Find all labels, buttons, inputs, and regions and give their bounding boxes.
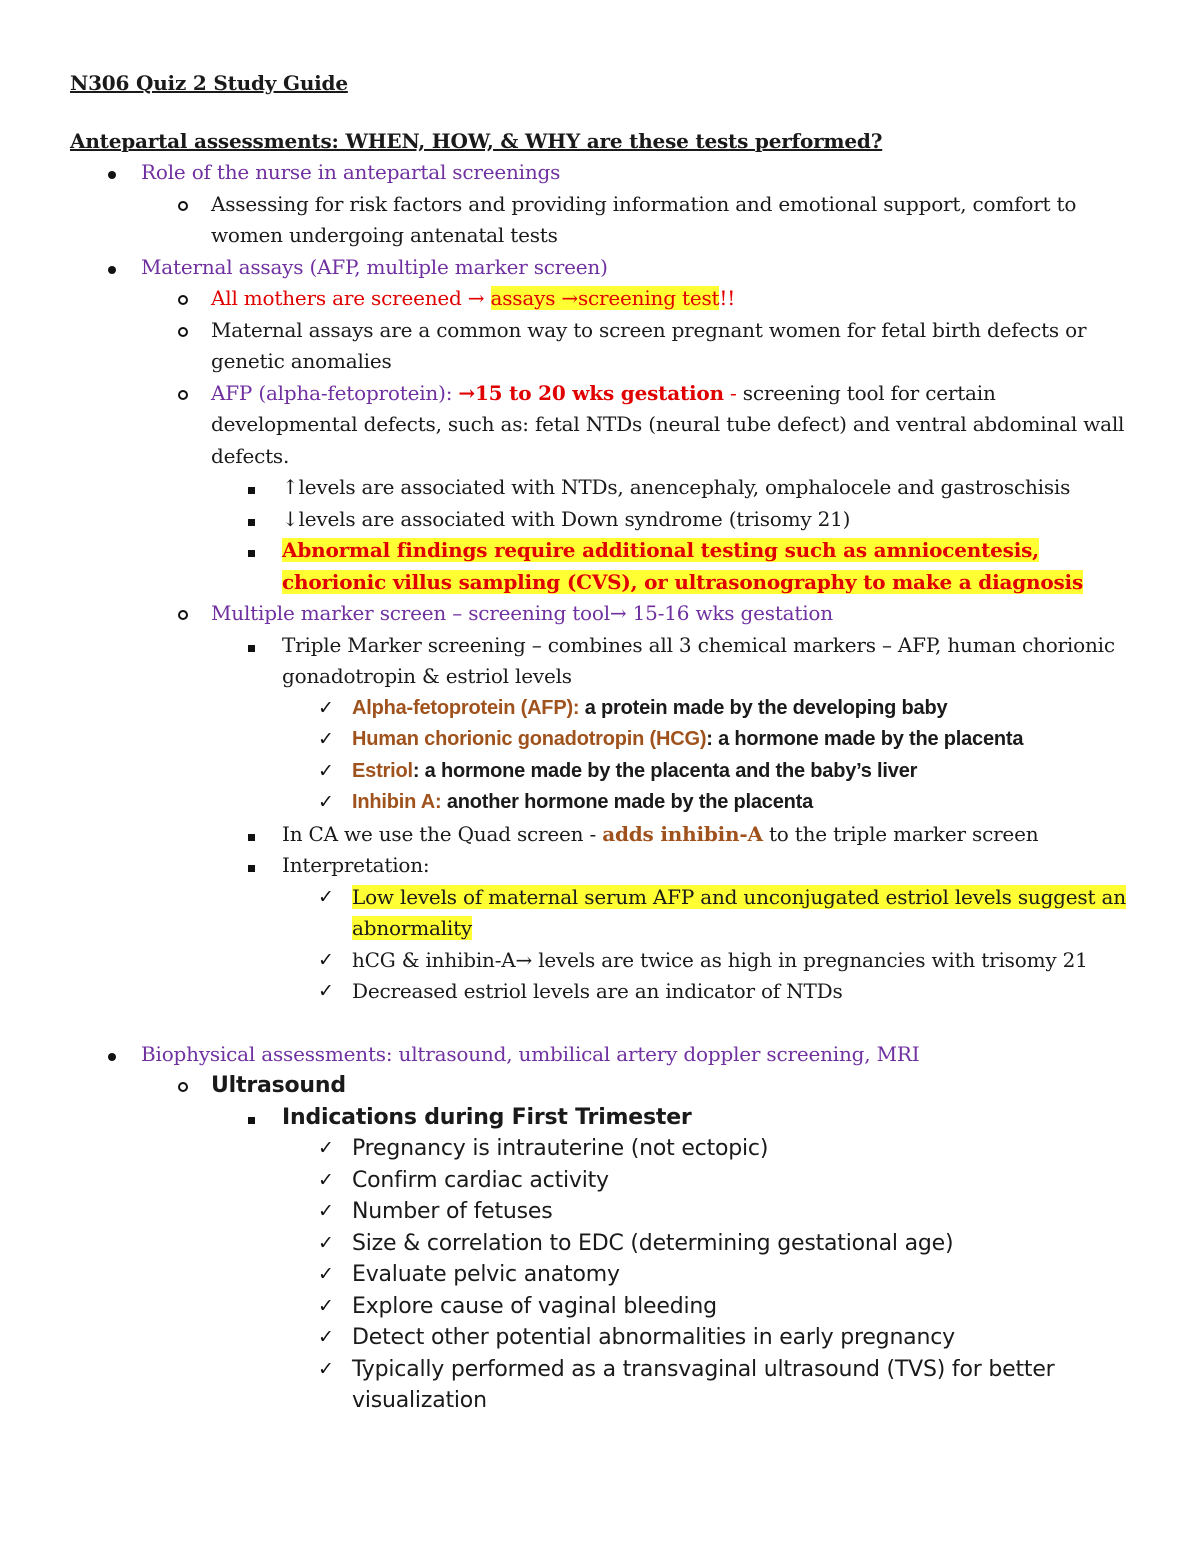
- indication-text: Detect other potential abnormalities in early pregnancy: [352, 1325, 955, 1350]
- exclaim-text: !!: [719, 286, 736, 310]
- checkmark-icon: ✓: [318, 1168, 334, 1191]
- afp-dash: -: [723, 380, 743, 405]
- checkmark-icon: ✓: [318, 1231, 334, 1254]
- checkmark-icon: ✓: [318, 980, 334, 1002]
- checkmark-icon: ✓: [318, 696, 334, 719]
- checkmark-icon: ✓: [318, 1200, 334, 1222]
- marker-term: Human chorionic gonadotropin (HCG): [352, 728, 707, 750]
- list-item: [70, 598, 1140, 630]
- first-trimester-heading: Indications during First Trimester: [282, 1104, 692, 1130]
- list-item: [70, 535, 1140, 598]
- multiple-heading: Multiple marker screen – screening tool→ 15-16 wks gestation: [211, 601, 833, 625]
- checkmark-icon: ✓: [318, 1326, 334, 1348]
- triple-marker-text: Triple Marker screening – combines all 3 chemical markers – AFP, human chorionic gonadotropin & estriol levels: [282, 632, 1115, 688]
- circle-bullet-icon: [178, 1070, 188, 1102]
- circle-bullet-icon: [178, 378, 188, 410]
- maternal-heading: Maternal assays (AFP, multiple marker screen): [141, 254, 608, 279]
- interp-hcg-text: hCG & inhibin-A→ levels are twice as high in pregnancies with trisomy 21: [352, 947, 1088, 972]
- down-levels-text: ↓levels are associated with Down syndrome (trisomy 21): [282, 506, 851, 531]
- list-item: [70, 1165, 1140, 1197]
- marker-desc: : a hormone made by the placenta: [706, 728, 1024, 750]
- list-item: [70, 630, 1140, 693]
- interp-decreased-text: Decreased estriol levels are an indicator of NTDs: [352, 979, 843, 1003]
- checkmark-icon: ✓: [318, 728, 334, 750]
- indication-text: Pregnancy is intrauterine (not ectopic): [352, 1136, 769, 1161]
- list-item: [70, 252, 1140, 284]
- checkmark-icon: ✓: [318, 1137, 334, 1159]
- list-item: [70, 1039, 1140, 1071]
- bullet-icon: [108, 157, 116, 189]
- quad-pre: In CA we use the Quad screen -: [282, 821, 603, 846]
- indication-text: Typically performed as a transvaginal ultrasound (TVS) for better visualization: [352, 1356, 1055, 1413]
- indication-text: Number of fetuses: [352, 1199, 553, 1224]
- square-bullet-icon: [248, 850, 255, 882]
- list-item: [70, 1291, 1140, 1323]
- list-item: [70, 976, 1140, 1008]
- checkmark-icon: ✓: [318, 759, 334, 782]
- list-item: [70, 850, 1140, 882]
- indication-text: Confirm cardiac activity: [352, 1167, 609, 1193]
- indication-text: Size & correlation to EDC (determining gestational age): [352, 1230, 954, 1256]
- marker-term: Estriol: [352, 759, 413, 782]
- list-item: [70, 1070, 1140, 1102]
- list-item: [70, 1133, 1140, 1165]
- checkmark-icon: ✓: [318, 1294, 334, 1317]
- list-item: [70, 756, 1140, 788]
- list-item: [70, 1102, 1140, 1134]
- list-item: [70, 504, 1140, 536]
- square-bullet-icon: [248, 472, 255, 504]
- list-item: [70, 315, 1140, 378]
- checkmark-icon: ✓: [318, 1357, 334, 1380]
- checkmark-icon: ✓: [318, 885, 334, 908]
- list-item: [70, 1228, 1140, 1260]
- interp-low-text: Low levels of maternal serum AFP and unconjugated estriol levels suggest an abnormality: [352, 884, 1126, 940]
- quad-bold: adds inhibin-A: [602, 821, 763, 846]
- square-bullet-icon: [248, 630, 255, 662]
- list-item: [70, 472, 1140, 504]
- section-heading: Antepartal assessments: WHEN, HOW, & WHY are these tests performed?: [70, 128, 883, 153]
- marker-term: Inhibin A:: [352, 791, 442, 813]
- afp-weeks: →15 to 20 wks gestation: [458, 380, 724, 405]
- marker-desc: : a hormone made by the placenta and the baby’s liver: [412, 759, 918, 782]
- afp-desc: screening tool for certain developmental defects, such as: fetal NTDs (neural tube defect) and ventral abdominal wall defects.: [211, 380, 1125, 468]
- list-item: [70, 787, 1140, 819]
- marker-desc: another hormone made by the placenta: [441, 791, 814, 813]
- document-title: N306 Quiz 2 Study Guide: [70, 71, 348, 95]
- bullet-icon: [108, 252, 116, 284]
- list-item: [70, 724, 1140, 756]
- circle-bullet-icon: [178, 598, 188, 630]
- role-text: Assessing for risk factors and providing information and emotional support, comfort to women undergoing antenatal tests: [211, 191, 1077, 247]
- checkmark-icon: ✓: [318, 948, 334, 971]
- checkmark-icon: ✓: [318, 1263, 334, 1285]
- list-item: [70, 1354, 1140, 1417]
- list-item: [70, 1196, 1140, 1228]
- afp-label: AFP (alpha-fetoprotein):: [211, 380, 459, 405]
- square-bullet-icon: [248, 504, 255, 536]
- list-item: [70, 693, 1140, 725]
- list-item: [70, 945, 1140, 977]
- quad-post: to the triple marker screen: [762, 821, 1039, 846]
- up-levels-text: ↑levels are associated with NTDs, anencephaly, omphalocele and gastroschisis: [282, 475, 1071, 499]
- list-item: [70, 1322, 1140, 1354]
- square-bullet-icon: [248, 1102, 255, 1134]
- role-heading: Role of the nurse in antepartal screenings: [141, 160, 561, 184]
- circle-bullet-icon: [178, 315, 188, 347]
- interpretation-label: Interpretation:: [282, 853, 430, 877]
- list-item: [70, 157, 1140, 189]
- maternal-common-text: Maternal assays are a common way to screen pregnant women for fetal birth defects or genetic anomalies: [211, 317, 1087, 373]
- circle-bullet-icon: [178, 283, 188, 315]
- checkmark-icon: ✓: [318, 791, 334, 813]
- indication-text: Explore cause of vaginal bleeding: [352, 1293, 717, 1319]
- list-item: [70, 819, 1140, 851]
- square-bullet-icon: [248, 819, 255, 851]
- list-item: [70, 378, 1140, 473]
- list-item: [70, 882, 1140, 945]
- assays-highlight: assays →screening test: [490, 286, 720, 310]
- ultrasound-heading: Ultrasound: [211, 1073, 346, 1098]
- circle-bullet-icon: [178, 189, 188, 221]
- list-item: [70, 283, 1140, 315]
- all-mothers-text: All mothers are screened →: [211, 286, 491, 310]
- list-item: [70, 189, 1140, 252]
- marker-term: Alpha-fetoprotein (AFP):: [352, 696, 580, 719]
- square-bullet-icon: [248, 535, 255, 567]
- biophysical-heading: Biophysical assessments: ultrasound, umbilical artery doppler screening, MRI: [141, 1041, 920, 1066]
- main-list: [70, 157, 1140, 1417]
- list-item: [70, 1259, 1140, 1291]
- bullet-icon: [108, 1039, 116, 1071]
- indication-text: Evaluate pelvic anatomy: [352, 1262, 620, 1287]
- abnormal-findings-text: Abnormal findings require additional testing such as amniocentesis, chorionic villus sampling (CVS), or ultrasonography to make a diagnosis: [282, 538, 1084, 594]
- marker-desc: a protein made by the developing baby: [579, 696, 948, 719]
- document-page: [70, 68, 1140, 1417]
- spacer: [70, 1008, 1140, 1039]
